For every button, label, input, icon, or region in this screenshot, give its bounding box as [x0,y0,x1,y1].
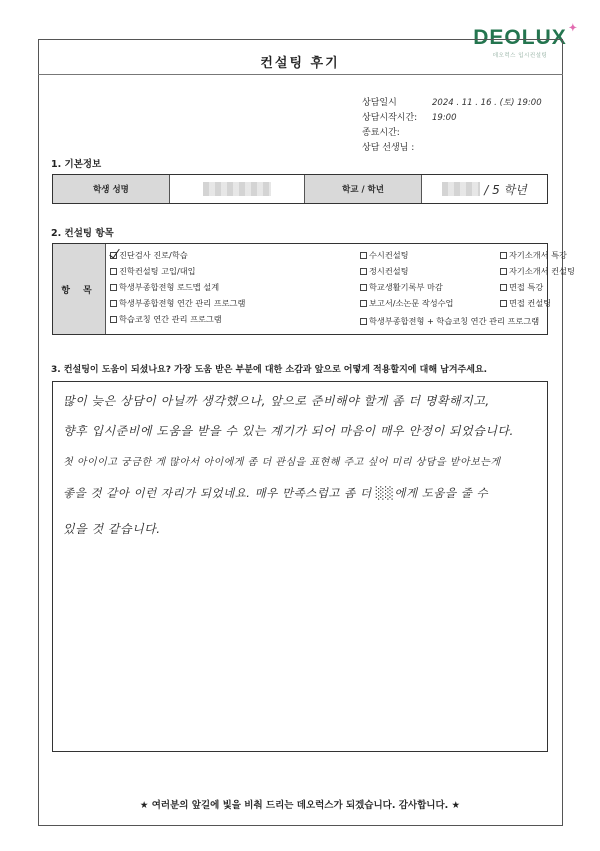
item-label: 진학컨설팅 고입/대입 [119,266,196,276]
info-date-row [362,96,542,111]
school-grade-label: 학교 / 학년 [305,175,422,203]
item-label: 수시컨설팅 [369,250,409,260]
handwritten-line-3: 첫 아이이고 궁금한 게 많아서 아이에게 좀 더 관심을 표현해 주고 싶어 미리 상담을 받아보는게 [63,457,501,468]
item-report-class[interactable] [360,298,453,309]
checkbox-checked-icon[interactable] [110,252,117,259]
checkbox-icon[interactable] [360,268,367,275]
item-interview-consulting[interactable] [500,298,551,309]
info-teacher-row [362,141,542,156]
checkbox-icon[interactable] [110,284,117,291]
item-admission-consulting[interactable] [110,266,196,277]
checkbox-icon[interactable] [360,300,367,307]
section3-title: 3. 컨설팅이 도움이 되셨나요? 가장 도움 받은 부분에 대한 소감과 앞으로 어떻게 적용할지에 대해 남겨주세요. [51,365,488,375]
start-time-value: 19:00 [432,113,457,123]
date-value: 2024 . 11 . 16 . (토) 19:00 [432,98,542,108]
item-early-consulting[interactable] [360,250,409,261]
item-diagnostic-test[interactable] [110,250,188,261]
grade-handwritten: / 5 학년 [484,182,527,197]
school-grade-value [422,175,547,203]
redacted-school [442,182,480,196]
logo-tagline: 데오럭스 입시컨설팅 [492,53,548,59]
item-essay-consulting[interactable] [500,266,575,277]
handwritten-line-1: 많이 늦은 상담이 아닐까 생각했으나, 앞으로 준비해야 할게 좀 더 명확해지고, [63,394,490,408]
teacher-label: 상담 선생님 : [362,143,415,153]
basic-info-table [52,174,548,204]
logo-star-icon: ✦ [568,23,578,34]
end-time-label: 종료시간: [362,128,400,138]
handwritten-line-4: 좋을 것 같아 이런 자리가 되었네요. 매우 만족스럽고 좀 더 ░░에게 도움을 줄 수 [63,486,489,500]
checkbox-icon[interactable] [110,316,117,323]
form-title: 컨설팅 후기 [260,56,340,71]
item-regular-consulting[interactable] [360,266,409,277]
consulting-items-table [52,243,575,335]
items-grid [106,244,575,334]
checkbox-icon[interactable] [360,318,367,325]
item-annual-coaching-program[interactable] [110,314,222,325]
checkbox-icon[interactable] [360,284,367,291]
consultation-info [362,96,542,156]
redacted-name [203,182,271,196]
item-label: 학교생활기록부 마감 [369,282,443,292]
info-start-row [362,111,542,126]
opinion-box[interactable] [52,381,548,752]
item-record-closing[interactable] [360,282,443,293]
item-essay-lecture[interactable] [500,250,567,261]
checkbox-icon[interactable] [110,268,117,275]
checkbox-icon[interactable] [360,252,367,259]
items-header: 항 목 [53,244,106,334]
section2-title: 2. 컨설팅 항목 [51,228,114,239]
student-name-label: 학생 성명 [53,175,170,203]
item-annual-record-program[interactable] [110,298,245,309]
item-label: 정시컨설팅 [369,266,409,276]
item-combined-program[interactable] [360,316,539,327]
checkbox-icon[interactable] [500,268,507,275]
item-label: 보고서/소논문 작성수업 [369,298,454,308]
item-label: 자기소개서 특강 [509,250,567,260]
checkbox-icon[interactable] [110,300,117,307]
start-time-label: 상담시작시간: [362,113,418,123]
footer-thanks: ★ 여러분의 앞길에 빛을 비춰 드리는 데오럭스가 되겠습니다. 감사합니다. ★ [139,800,461,811]
student-name-value [170,175,305,203]
item-label: 진단검사 진로/학습 [119,250,188,260]
item-label: 학습코칭 연간 관리 프로그램 [119,314,222,324]
handwritten-line-5: 있을 것 같습니다. [63,522,161,536]
checkbox-icon[interactable] [500,284,507,291]
handwritten-line-2: 향후 입시준비에 도움을 받을 수 있는 계기가 되어 마음이 매우 안정이 되었습니다. [63,424,514,438]
item-roadmap-design[interactable] [110,282,219,293]
date-label: 상담일시 [362,98,397,108]
item-label: 학생부종합전형 + 학습코칭 연간 관리 프로그램 [369,316,540,326]
checkbox-icon[interactable] [500,252,507,259]
checkbox-icon[interactable] [500,300,507,307]
title-divider [38,74,563,75]
section1-title: 1. 기본정보 [51,159,102,170]
item-label: 학생부종합전형 로드맵 설계 [119,282,220,292]
logo-brand-text: DEOLUX [473,26,567,49]
item-label: 자기소개서 컨설팅 [509,266,575,276]
item-label: 면접 특강 [509,282,544,292]
item-label: 면접 컨설팅 [509,298,552,308]
item-interview-lecture[interactable] [500,282,543,293]
item-label: 학생부종합전형 연간 관리 프로그램 [119,298,246,308]
info-end-row [362,126,542,141]
